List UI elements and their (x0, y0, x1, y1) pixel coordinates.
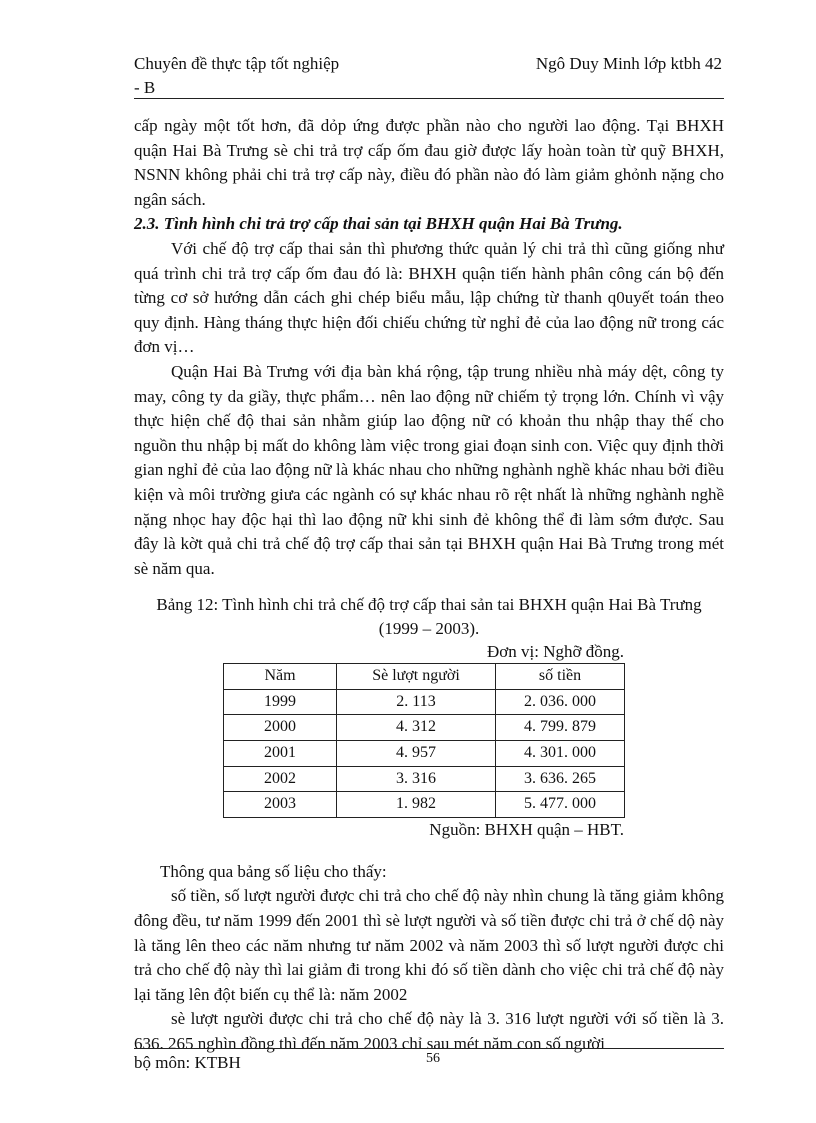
cell-count: 3. 316 (337, 766, 496, 792)
table-unit: Đơn vị: Nghỡ đồng. (487, 642, 624, 662)
table-row (224, 741, 625, 767)
column-header-count: Sè lượt người (337, 664, 496, 690)
column-header-year: Năm (224, 664, 337, 690)
header-title-continued: - B (134, 78, 156, 97)
analysis-lead: Thông qua bảng số liệu cho thấy: (160, 861, 387, 881)
paragraph-maternity-management: Với chế độ trợ cấp thai sản thì phương thức quản lý chi trả thì cũng giống như quá trình chi trả trợ cấp ốm đau đó là: BHXH quận tiến hành phân công cán bộ đến từng cơ sở hướng dẫn cách ghi chép biểu mẫu, lập chứng từ thanh q0uyết toán theo quy định. Hàng tháng thực hiện đối chiếu chứng từ nghỉ đẻ của lao động nữ trong các đơn vị… (134, 238, 724, 357)
cell-year: 2001 (224, 741, 337, 767)
cell-year: 1999 (224, 689, 337, 715)
cell-year: 2003 (224, 792, 337, 818)
cell-year: 2000 (224, 715, 337, 741)
footer-department: bộ môn: KTBH (134, 1053, 241, 1072)
cell-amount: 2. 036. 000 (496, 689, 625, 715)
table-source: Nguồn: BHXH quận – HBT. (429, 819, 624, 839)
cell-count: 2. 113 (337, 689, 496, 715)
cell-count: 1. 982 (337, 792, 496, 818)
table-row (224, 715, 625, 741)
cell-amount: 3. 636. 265 (496, 766, 625, 792)
table-caption: Bảng 12: Tình hình chi trả chế độ trợ cấp thai sản tai BHXH quận Hai Bà Trưng (1999 – 2003). (156, 595, 702, 639)
table-row (224, 766, 625, 792)
table-header-row (224, 664, 625, 690)
page-header (134, 52, 724, 99)
cell-year: 2002 (224, 766, 337, 792)
cell-amount: 4. 799. 879 (496, 715, 625, 741)
maternity-payment-table (223, 663, 625, 818)
header-left (134, 52, 339, 100)
paragraph-sickness-benefit: cấp ngày một tốt hơn, đã dỏp ứng được phần nào cho người lao động. Tại BHXH quận Hai Bà Trưng sè chi trả trợ cấp ốm đau giờ được lấy hoàn toàn từ quỹ BHXH, NSNN không phải chi trả trợ cấp này, điều đó phần nào đó làm giảm ghỏnh nặng cho ngân sách. (134, 116, 724, 209)
section-heading: 2.3. Tình hình chi trả trợ cấp thai sản tại BHXH quận Hai Bà Trưng. (134, 214, 623, 234)
header-author: Ngô Duy Minh lớp ktbh 42 (535, 54, 722, 73)
table-row (224, 792, 625, 818)
table-row (224, 689, 625, 715)
cell-amount: 5. 477. 000 (496, 792, 625, 818)
cell-count: 4. 312 (337, 715, 496, 741)
column-header-amount: số tiền (496, 664, 625, 690)
page-footer (134, 1048, 724, 1072)
paragraph-analysis-continued: sè lượt người được chi trả cho chế độ này là 3. 316 lượt người với số tiền là 3. 636. 265 nghìn đồng thì đến năm 2003 chỉ sau mét năm con số người (134, 1009, 724, 1053)
cell-amount: 4. 301. 000 (496, 741, 625, 767)
paragraph-district-overview: Quận Hai Bà Trưng với địa bàn khá rộng, tập trung nhiều nhà máy dệt, công ty may, công ty da giầy, thực phẩm… nên lao động nữ chiếm tỷ trọng lớn. Chính vì vậy thực hiện chế độ thai sản nhằm giúp lao động nữ có khoản thu nhập thay thế cho nguồn thu nhập bị mất do không làm việc trong giai đoạn sinh con. Việc quy định thời gian nghỉ đẻ của lao động nữ là khác nhau cho những nghành nghề khác nhau bởi điều kiện và môi trường giưa các ngành có sự khác nhau rõ rệt nhất là những nghành nghề nặng nhọc hay độc hại thì lao động nữ khi sinh đẻ không thể đi làm sớm được. Sau đây là kờt quả chi trả chế độ trợ cấp thai sản tại BHXH quận Hai Bà Trưng trong mét sè năm qua. (134, 361, 724, 578)
cell-count: 4. 957 (337, 741, 496, 767)
page-body (134, 114, 724, 1057)
page-number: 56 (426, 1051, 440, 1066)
header-title: Chuyên đề thực tập tốt nghiệp (134, 54, 340, 73)
paragraph-analysis: số tiền, số lượt người được chi trả cho chế độ này nhìn chung là tăng giảm không đông đều, tư năm 1999 đến 2001 thì sè lượt người và số tiền được chi trả ở chế dộ này là tăng lên theo các năm nhưng tư năm 2002 và năm 2003 thì số lượt người được chi trả cho chế độ này thì lai giảm đi trong khi đó số tiền dành cho việc chi trả chế độ này lại tăng lên đột biến cụ thể là: năm 2002 (134, 886, 724, 1004)
